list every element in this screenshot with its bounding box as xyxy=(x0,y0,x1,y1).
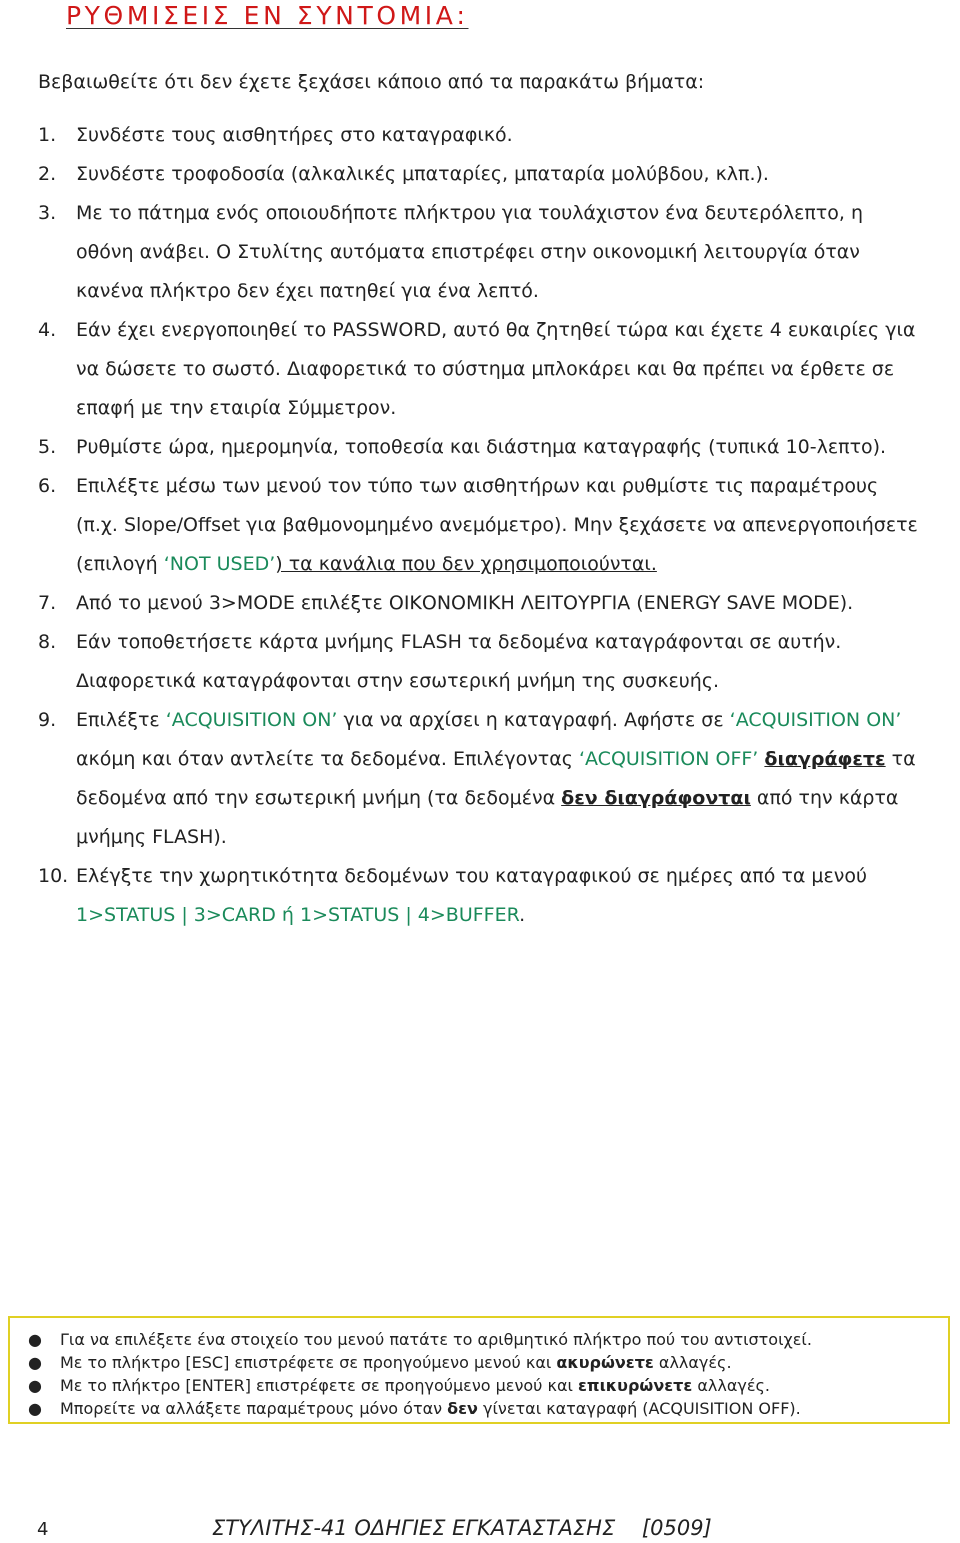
step-item xyxy=(38,311,918,428)
note-item xyxy=(10,1374,948,1397)
step-text xyxy=(76,155,918,194)
text-run: ακυρώνετε xyxy=(556,1353,654,1372)
text-run: αλλαγές. xyxy=(692,1376,770,1395)
text-run: από την κάρτα μνήμης FLASH). xyxy=(76,787,899,848)
note-item xyxy=(10,1351,948,1374)
text-run: δεν xyxy=(447,1399,478,1418)
text-run: τα δεδομένα από την εσωτερική μνήμη (τα δεδομένα xyxy=(76,748,916,809)
page-title: ΡΥΘΜΙΣΕΙΣ ΕΝ ΣΥΝΤΟΜΙΑ: xyxy=(66,1,469,30)
text-run: ‘NOT USED’ xyxy=(163,553,276,575)
step-text xyxy=(76,857,918,935)
step-number: 7. xyxy=(38,592,57,614)
note-item xyxy=(10,1328,948,1351)
text-run: επικυρώνετε xyxy=(578,1376,693,1395)
text-run: Ελέγξτε την χωρητικότητα δεδομένων του καταγραφικού σε ημέρες από τα μενού xyxy=(76,865,868,887)
text-run: Με το πλήκτρο [ESC] επιστρέφετε σε προηγούμενο μενού και xyxy=(60,1353,557,1372)
text-run: Για να επιλέξετε ένα στοιχείο του μενού πατάτε το αριθμητικό πλήκτρο πού του αντιστοιχεί. xyxy=(60,1330,812,1349)
text-run: Εάν τοποθετήσετε κάρτα μνήμης FLASH τα δεδομένα καταγράφονται σε αυτήν. Διαφορετικά καταγράφονται στην εσωτερική μνήμη της συσκευής. xyxy=(76,631,842,692)
bullet-icon: ● xyxy=(28,1376,42,1395)
text-run: Εάν έχει ενεργοποιηθεί το PASSWORD, αυτό θα ζητηθεί τώρα και έχετε 4 ευκαιρίες για να δώσετε το σωστό. Διαφορετικά το σύστημα μπλοκάρει και θα πρέπει να έρθετε σε επαφή με την εταιρία Σύμμετρον. xyxy=(76,319,916,419)
step-number: 1. xyxy=(38,124,57,146)
step-number: 2. xyxy=(38,163,57,185)
step-text xyxy=(76,311,918,428)
notes-box xyxy=(8,1316,950,1424)
step-text xyxy=(76,467,918,584)
intro-text: Βεβαιωθείτε ότι δεν έχετε ξεχάσει κάποιο από τα παρακάτω βήματα: xyxy=(38,71,705,93)
text-run: αλλαγές. xyxy=(653,1353,732,1372)
bullet-icon: ● xyxy=(28,1330,42,1349)
footer-title: ΣΤΥΛΙΤΗΣ-41 ΟΔΗΓΙΕΣ ΕΓΚΑΤΑΣΤΑΣΗΣ [0509] xyxy=(212,1516,712,1540)
text-run: Από το μενού 3>MODE επιλέξτε ΟΙΚΟΝΟΜΙΚΗ ΛΕΙΤΟΥΡΓΙΑ (ENERGY SAVE MODE). xyxy=(76,592,854,614)
text-run: Συνδέστε τους αισθητήρες στο καταγραφικό. xyxy=(76,124,513,146)
step-number: 6. xyxy=(38,475,57,497)
step-item xyxy=(38,623,918,701)
step-item xyxy=(38,701,918,857)
text-run: δεν διαγράφονται xyxy=(561,787,751,809)
text-run: ‘ACQUISITION ON’ xyxy=(729,709,902,731)
step-text xyxy=(76,428,918,467)
text-run: 1>STATUS | 3>CARD ή 1>STATUS | 4>BUFFER xyxy=(76,904,520,926)
step-item xyxy=(38,194,918,311)
step-text xyxy=(76,623,918,701)
text-run: γίνεται καταγραφή (ACQUISITION OFF). xyxy=(477,1399,801,1418)
note-text xyxy=(60,1328,812,1351)
text-run: ‘ACQUISITION OFF’ xyxy=(578,748,759,770)
text-run: Με το πάτημα ενός οποιουδήποτε πλήκτρου για τουλάχιστον ένα δευτερόλεπτο, η οθόνη ανάβει. Ο Στυλίτης αυτόματα επιστρέφει στην οικονομική λειτουργία όταν κανένα πλήκτρο δεν έχει πατηθεί για ένα λεπτό. xyxy=(76,202,863,302)
step-number: 9. xyxy=(38,709,57,731)
page-number: 4 xyxy=(37,1519,49,1540)
step-text xyxy=(76,701,918,857)
step-item xyxy=(38,116,918,155)
step-item xyxy=(38,467,918,584)
step-text xyxy=(76,116,918,155)
step-number: 8. xyxy=(38,631,57,653)
text-run: ‘ACQUISITION ON’ xyxy=(165,709,338,731)
bullet-icon: ● xyxy=(28,1353,42,1372)
step-number: 5. xyxy=(38,436,57,458)
text-run: διαγράφετε xyxy=(764,748,886,770)
step-item xyxy=(38,584,918,623)
text-run: ) τα κανάλια που δεν χρησιμοποιούνται. xyxy=(275,553,657,575)
step-number: 10. xyxy=(38,865,69,887)
text-run: ακόμη και όταν αντλείτε τα δεδομένα. Επιλέγοντας xyxy=(76,748,579,770)
steps-list xyxy=(38,116,918,935)
text-run: Επιλέξτε μέσω των μενού τον τύπο των αισθητήρων και ρυθμίστε τις παραμέτρους (π.χ. Slope/Offset για βαθμονομημένο ανεμόμετρο). Μην ξεχάσετε να απενεργοποιήσετε (επιλογή xyxy=(76,475,918,575)
note-text xyxy=(60,1397,801,1420)
text-run: Επιλέξτε xyxy=(76,709,166,731)
text-run: . xyxy=(519,904,526,926)
step-number: 4. xyxy=(38,319,57,341)
step-item xyxy=(38,155,918,194)
bullet-icon: ● xyxy=(28,1399,42,1418)
step-item xyxy=(38,857,918,935)
text-run: Μπορείτε να αλλάξετε παραμέτρους μόνο όταν xyxy=(60,1399,448,1418)
step-number: 3. xyxy=(38,202,57,224)
note-text xyxy=(60,1374,770,1397)
step-item xyxy=(38,428,918,467)
text-run: Συνδέστε τροφοδοσία (αλκαλικές μπαταρίες, μπαταρία μολύβδου, κλπ.). xyxy=(76,163,769,185)
step-text xyxy=(76,584,918,623)
text-run: Ρυθμίστε ώρα, ημερομηνία, τοποθεσία και διάστημα καταγραφής (τυπικά 10-λεπτο). xyxy=(76,436,887,458)
text-run: για να αρχίσει η καταγραφή. Αφήστε σε xyxy=(337,709,730,731)
note-item xyxy=(10,1397,948,1420)
step-text xyxy=(76,194,918,311)
note-text xyxy=(60,1351,732,1374)
text-run: Με το πλήκτρο [ENTER] επιστρέφετε σε προηγούμενο μενού και xyxy=(60,1376,578,1395)
